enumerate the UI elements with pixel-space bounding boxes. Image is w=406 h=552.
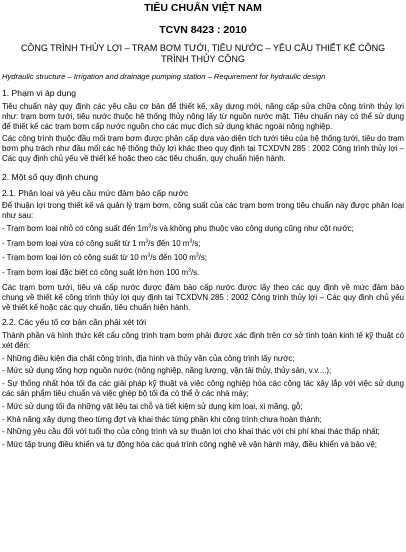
factor-item: - Mức sử dụng tối đa những vật liệu tại chỗ và tiết kiệm sử dụng kim loại, xi măng, gỗ; <box>2 401 303 411</box>
section-1-heading: 1. Phạm vi áp dụng <box>2 88 77 98</box>
section-2-1-paragraph-2: Các trạm bơm tưới, tiêu và cấp nước được đảm bảo cấp nước được lấy theo các quy định về mức đảm bảo chung về thiết kế công trình thủy lợi quy định tại TCXDVN 285 : 2002 Công trình thủy lợi – Các quy định chủ yếu về thiết kế hoặc các quy chuẩn, tiêu chuẩn hiện hành. <box>2 283 404 312</box>
factor-item: - Khả năng xây dựng theo từng đợt và khai thác từng phần khi công trình chưa hoàn thành; <box>2 414 322 424</box>
pump-class-special: - Trạm bơm loại đặc biệt có công suất lớn hơn 100 $m^3/s$. <box>2 267 200 278</box>
pump-class-small: - Trạm bơm loại nhỏ có công suất đến $1m^3/s$ và không phụ thuộc vào công dụng cũng như cột nước; <box>2 223 354 233</box>
section-2-1-heading: 2.1. Phân loại và yêu cầu mức đảm bảo cấp nước <box>2 187 189 198</box>
section-2-2-heading: 2.2. Các yếu tố cơ bản cần phải xét tới <box>2 317 147 328</box>
pump-class-large: - Trạm bơm loại lớn có công suất từ 10 $m^3/s$ đến 100 $m^3/s$; <box>2 252 207 263</box>
section-1-paragraph-1: Tiêu chuẩn này quy định các yêu cầu cơ bản để thiết kế, xây dựng mới, nâng cấp sửa chữa công trình thủy lợi như: trạm bơm tưới, tiêu nước thuộc hệ thống thủy nông lấy từ nguồn nước mặt. Tiêu chuẩn này có thể sử dụng để thiết kế các trạm bơm cấp nước nguồn cho các mục đích sử dụng khác ngoài nông nghiệp. <box>2 102 404 131</box>
section-2-heading: 2. Một số quy định chung <box>2 171 99 182</box>
factor-item: - Mức sử dụng tổng hợp nguồn nước (nông nghiệp, năng lượng, vận tải thủy, thủy sản, v.v....); <box>2 366 332 376</box>
english-title: Hydraulic structure – Irrigation and drainage pumping station – Requirement for hydraulic design <box>2 72 326 81</box>
section-1-paragraph-2: Các công trình thuộc đầu mối trạm bơm được phân cấp dựa vào diện tích tưới tiêu của hệ thống tưới, tiêu do trạm bơm phụ trách như đầu mối các hệ thống thủy lợi khác theo quy định tại TCXDVN 285 : 2002 Công trình thủy lợi – Các quy định chủ yếu về thiết kế hoặc theo các tiêu chuẩn, quy chuẩn hiện hành. <box>2 134 404 163</box>
factor-item: - Mức tập trung điều khiển và tự động hóa các quá trình công nghệ về vận hành máy, điều khiển và bảo vệ; <box>2 440 377 450</box>
factor-item: - Sự thống nhất hóa tối đa các giải pháp kỹ thuật và việc công nghiệp hóa các công tác xây lắp với việc sử dụng các sản phẩm tiêu chuẩn và việc ghép bộ tối đa có thể ở các nhà máy; <box>2 379 404 398</box>
section-2-1-intro: Để thuận lợi trong thiết kế và quản lý trạm bơm, công suất của các trạm bơm trong tiêu chuẩn này được phân loại như sau: <box>2 201 404 221</box>
section-2-2-intro: Thành phần và hình thức kết cấu công trình trạm bơm phải được xác định trên cơ sở tính toán kinh tế kỹ thuật có xét đến: <box>2 330 404 350</box>
document-title: TIÊU CHUẨN VIỆT NAM <box>144 2 262 14</box>
factor-item: - Những điều kiện địa chất công trình, địa hình và thủy văn của công trình lấy nước; <box>2 353 295 363</box>
factor-item: - Những yêu cầu đối với tuổi thọ của công trình và sự thuận lợi cho khai thác với chi phí khai thác thấp nhất; <box>2 427 380 437</box>
document-subtitle: CÔNG TRÌNH THỦY LỢI – TRẠM BƠM TƯỚI, TIÊU NƯỚC – YÊU CẦU THIẾT KẾ CÔNG TRÌNH THỦY CÔNG <box>20 43 386 64</box>
document-page <box>0 2 406 552</box>
standard-code: TCVN 8423 : 2010 <box>159 24 247 36</box>
pump-class-medium: - Trạm bơm loại vừa có công suất từ 1 $m^3/s$ đến 10 $m^3/s$; <box>2 238 201 248</box>
